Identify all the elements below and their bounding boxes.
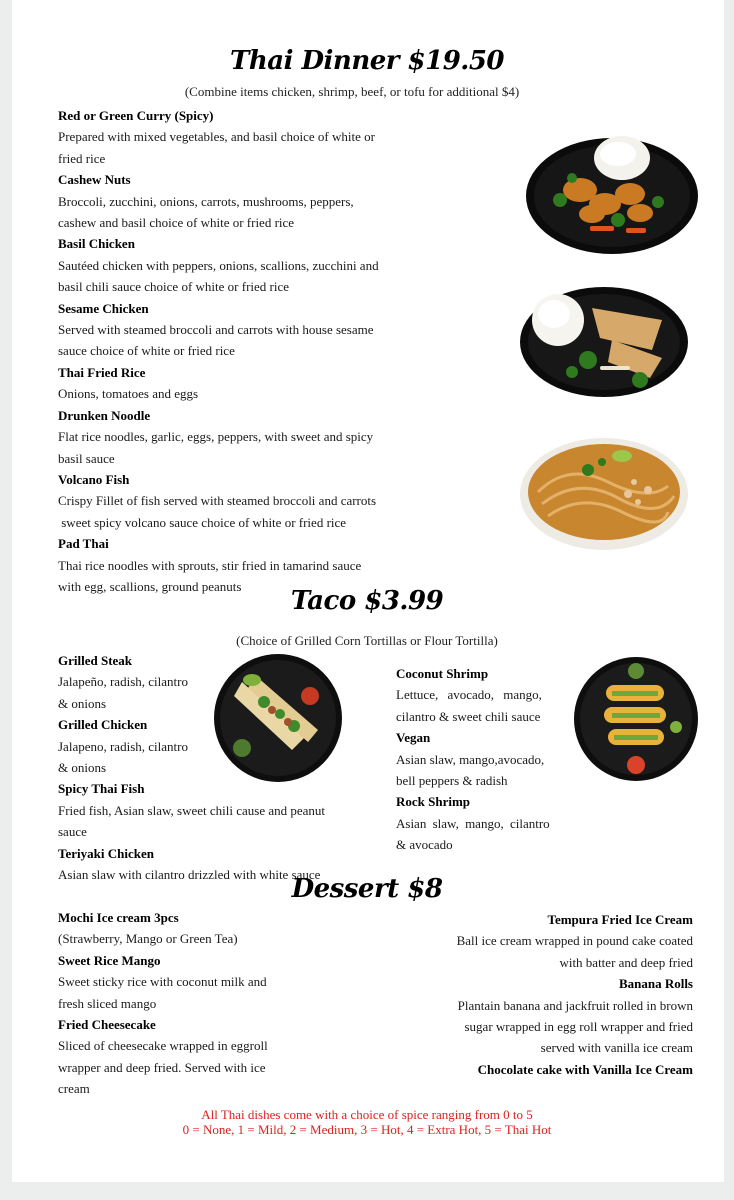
menu-item-desc: with batter and deep fried: [559, 954, 693, 970]
menu-item-desc: & avocado: [396, 837, 453, 853]
menu-item-desc: Sautéed chicken with peppers, onions, scallions, zucchini and: [58, 257, 379, 273]
spice-level-note-line-1: All Thai dishes come with a choice of spice ranging from 0 to 5: [201, 1107, 533, 1122]
menu-item-desc: cream: [58, 1081, 90, 1097]
menu-item-desc: Prepared with mixed vegetables, and basil choice of white or: [58, 129, 375, 145]
menu-item-name: Tempura Fried Ice Cream: [547, 912, 693, 927]
menu-item-desc: Jalapeño, radish, cilantro: [58, 674, 188, 690]
menu-item-desc: Thai rice noodles with sprouts, stir fried in tamarind sauce: [58, 557, 362, 573]
menu-item-name: Coconut Shrimp: [396, 666, 489, 681]
dessert-list-right: [402, 909, 693, 1080]
spice-level-note-line-2: 0 = None, 1 = Mild, 2 = Medium, 3 = Hot, 4 = Extra Hot, 5 = Thai Hot: [182, 1122, 552, 1137]
menu-item-name: Basil Chicken: [58, 236, 135, 252]
menu-item-desc: Jalapeno, radish, cilantro: [58, 738, 188, 754]
menu-item-desc: Asian slaw with cilantro drizzled with white sauce: [58, 867, 321, 883]
menu-item-desc: fried rice: [58, 150, 106, 166]
menu-item-name: Banana Rolls: [618, 976, 693, 992]
pad-thai-bowl-photo: [518, 432, 690, 552]
taco-list-right: [396, 663, 564, 856]
menu-item-desc: & onions: [58, 695, 107, 711]
thai-dinner-subtitle: (Combine items chicken, shrimp, beef, or tofu for additional $4): [184, 84, 520, 99]
menu-item-name: Drunken Noodle: [58, 407, 151, 423]
menu-item-name: Vegan: [396, 730, 431, 746]
menu-item-desc: cilantro & sweet chili sauce: [396, 708, 541, 724]
sesame-chicken-plate-photo: [520, 128, 700, 258]
menu-item-desc: sauce: [58, 824, 87, 840]
menu-item-name: Grilled Chicken: [58, 717, 148, 733]
menu-item-name: Red or Green Curry (Spicy): [58, 108, 214, 123]
menu-item-desc: (Strawberry, Mango or Green Tea): [58, 931, 238, 947]
menu-item-desc: Broccoli, zucchini, onions, carrots, mushrooms, peppers,: [58, 193, 354, 209]
menu-item-desc: Plantain banana and jackfruit rolled in brown: [457, 997, 693, 1013]
taco-heading: Taco $3.99: [290, 586, 444, 616]
menu-item-desc: & onions: [58, 760, 107, 776]
menu-item-desc: Sweet sticky rice with coconut milk and: [58, 974, 267, 990]
menu-item-desc: Asian slaw, mango, cilantro: [396, 815, 550, 831]
steak-chicken-tacos-photo: [212, 652, 344, 784]
menu-item-desc: Crispy Fillet of fish served with steamed broccoli and carrots: [58, 493, 377, 509]
menu-item-desc: wrapper and deep fried. Served with ice: [58, 1059, 266, 1075]
menu-item-desc: basil sauce: [58, 450, 115, 466]
thai-dinner-heading: Thai Dinner $19.50: [229, 46, 505, 76]
menu-item-name: Thai Fried Rice: [58, 364, 146, 380]
menu-item-desc: Ball ice cream wrapped in pound cake coated: [456, 933, 693, 949]
menu-item-desc: bell peppers & radish: [396, 773, 508, 789]
menu-item-name: Pad Thai: [58, 536, 109, 552]
menu-item-desc: basil chili sauce choice of white or fried rice: [58, 279, 290, 295]
menu-item-name: Rock Shrimp: [396, 794, 471, 810]
menu-item-desc: Onions, tomatoes and eggs: [58, 386, 199, 402]
menu-item-desc: Sliced of cheesecake wrapped in eggroll: [58, 1038, 268, 1054]
thai-dinner-list: [58, 105, 438, 597]
menu-item-name: Sesame Chicken: [58, 300, 149, 316]
menu-item-desc: sweet spicy volcano sauce choice of white or fried rice: [58, 514, 347, 530]
menu-item-name: Chocolate cake with Vanilla Ice Cream: [477, 1061, 693, 1077]
menu-item-name: Teriyaki Chicken: [58, 845, 154, 861]
menu-item-desc: Flat rice noodles, garlic, eggs, peppers, with sweet and spicy: [58, 429, 374, 445]
menu-item-desc: fresh sliced mango: [58, 995, 157, 1011]
shrimp-vegan-tacos-photo: [572, 655, 700, 783]
menu-item-name: Grilled Steak: [58, 653, 133, 668]
taco-subtitle: (Choice of Grilled Corn Tortillas or Flour Tortilla): [236, 633, 498, 648]
menu-item-name: Cashew Nuts: [58, 172, 131, 188]
menu-item-desc: sugar wrapped in egg roll wrapper and fried: [464, 1019, 693, 1035]
menu-item-desc: Fried fish, Asian slaw, sweet chili cause and peanut: [58, 802, 326, 818]
menu-item-desc: cashew and basil choice of white or fried rice: [58, 215, 295, 231]
menu-item-name: Spicy Thai Fish: [58, 781, 145, 797]
menu-item-name: Volcano Fish: [58, 471, 130, 487]
menu-item-name: Fried Cheesecake: [58, 1017, 156, 1033]
menu-item-desc: Asian slaw, mango,avocado,: [396, 751, 545, 767]
dessert-heading: Dessert $8: [291, 874, 443, 904]
menu-item-desc: with egg, scallions, ground peanuts: [58, 578, 242, 594]
dessert-list-left: [58, 907, 318, 1100]
menu-item-name: Mochi Ice cream 3pcs: [58, 910, 179, 925]
basil-chicken-rice-plate-photo: [512, 280, 692, 400]
menu-item-desc: Served with steamed broccoli and carrots with house sesame: [58, 322, 374, 338]
menu-item-desc: Lettuce, avocado, mango,: [396, 687, 542, 703]
menu-item-name: Sweet Rice Mango: [58, 952, 161, 968]
menu-item-desc: served with vanilla ice cream: [540, 1040, 693, 1056]
menu-item-desc: sauce choice of white or fried rice: [58, 343, 235, 359]
